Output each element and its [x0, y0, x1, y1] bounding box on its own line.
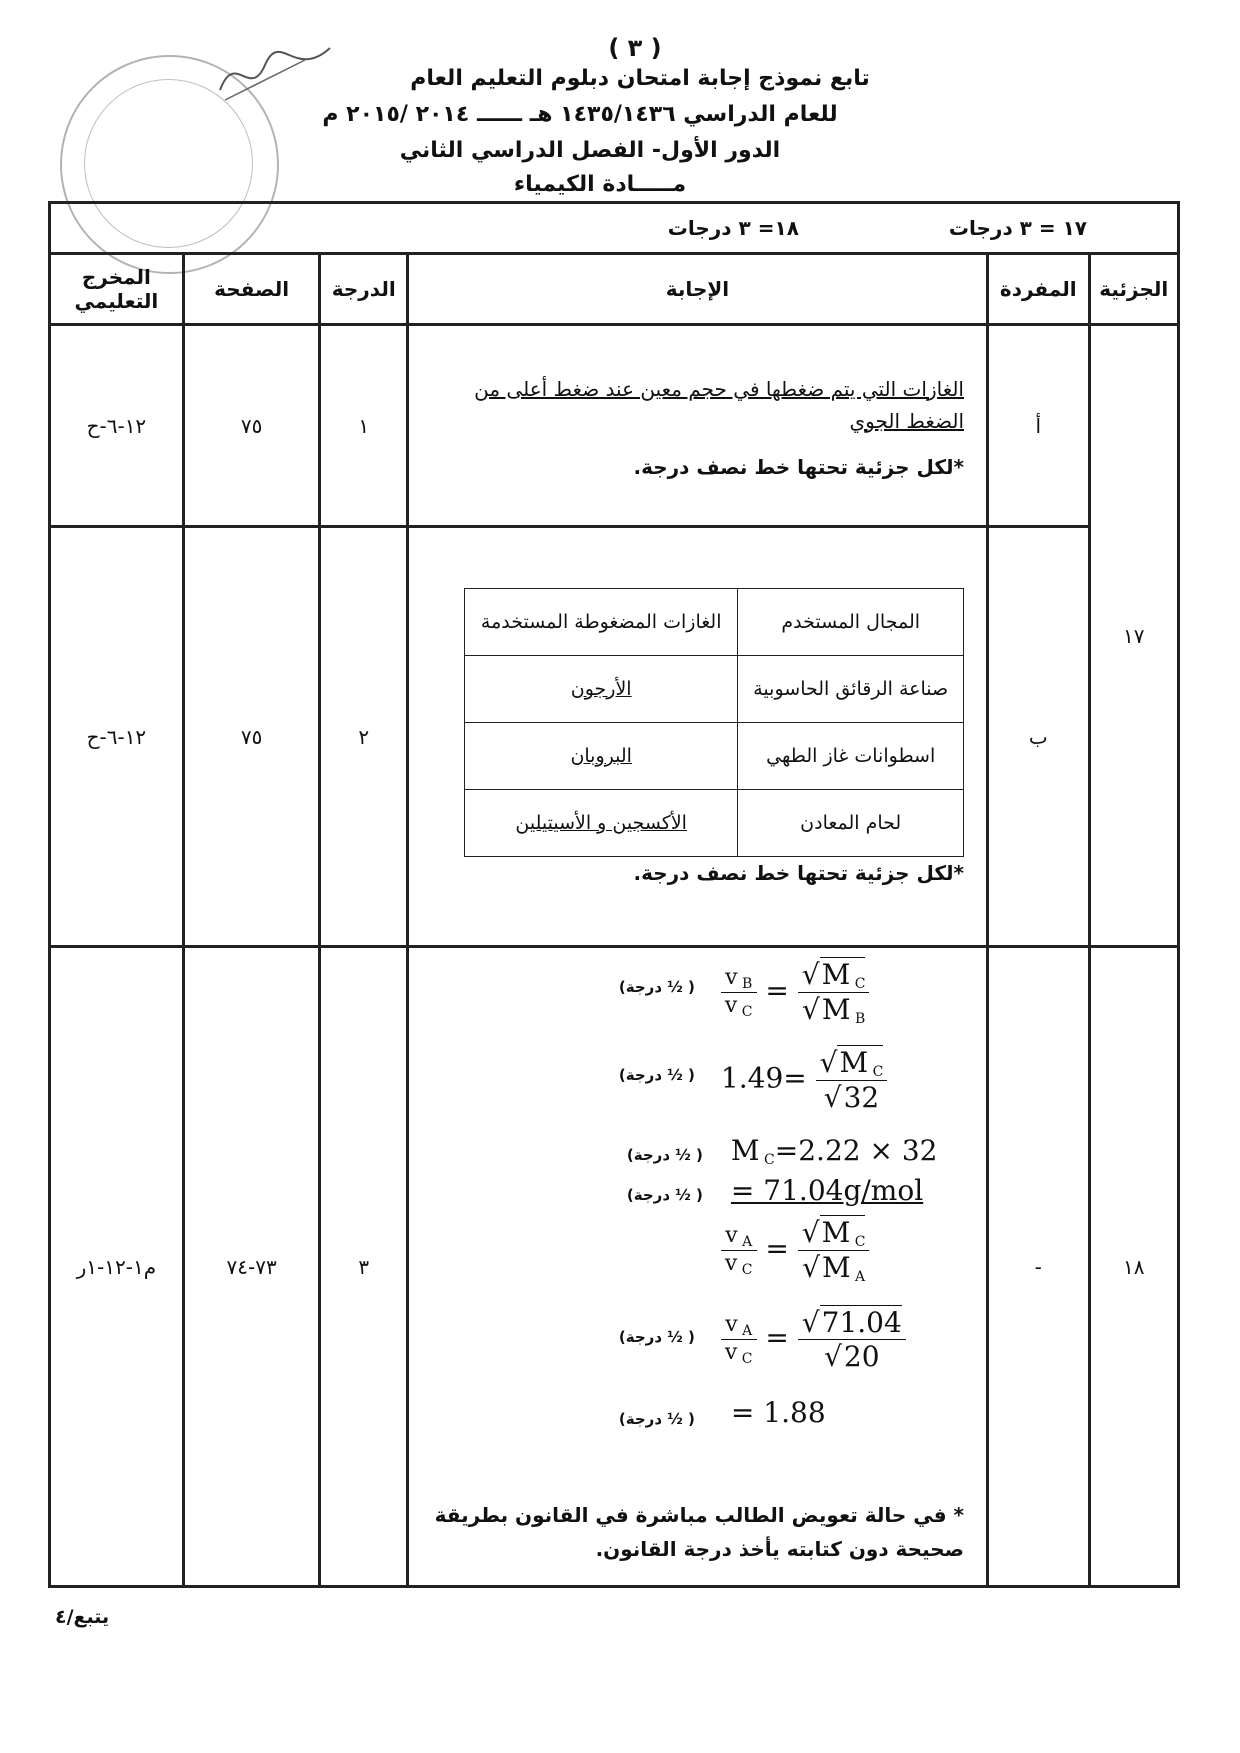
half-mark: ( ½ درجة)	[626, 1186, 703, 1204]
part-cell: ١٨	[1089, 947, 1178, 1587]
grade-cell: ٣	[320, 947, 407, 1587]
formula-final: = 1.88	[730, 1396, 826, 1429]
page-cell: ٧٣-٧٤	[183, 947, 320, 1587]
col-item: المفردة	[988, 254, 1090, 325]
formula-mass: M C=2.22 × 32	[730, 1134, 938, 1168]
sub-cell: اسطوانات غاز الطهي	[738, 723, 964, 790]
subject: مـــــادة الكيمياء	[513, 172, 687, 197]
formula-result-mass: = 71.04g/mol	[730, 1174, 924, 1207]
q18-marks: ١٨= ٣ درجات	[667, 216, 799, 240]
item-cell: ب	[988, 527, 1090, 947]
outcome-cell: ١٢-٦-ح	[50, 527, 184, 947]
outcome-cell: م١-١٢-١ر	[50, 947, 184, 1587]
formula-graham-a: $\frac{\text{v A}}{\text{v C}}$ = $\frac{\text{√M C}}{\text{√M A}}$	[721, 1216, 870, 1285]
half-mark: ( ½ درجة)	[618, 1066, 695, 1084]
half-mark: ( ½ درجة)	[618, 978, 695, 996]
sub-header: الغازات المضغوطة المستخدمة	[465, 589, 738, 656]
sub-header: المجال المستخدم	[738, 589, 964, 656]
academic-year: للعام الدراسي ١٤٣٥/١٤٣٦ هـ ــــــ ٢٠١٤ /٢٠١٥ م	[322, 102, 838, 127]
outcome-cell: ١٢-٦-ح	[50, 325, 184, 527]
answer-cell	[407, 325, 987, 527]
gases-table	[464, 588, 964, 857]
grade-cell: ٢	[320, 527, 407, 947]
page-cell: ٧٥	[183, 527, 320, 947]
answer-cell	[407, 947, 987, 1587]
half-mark: ( ½ درجة)	[626, 1146, 703, 1164]
table-row	[50, 947, 1179, 1587]
item-cell: -	[988, 947, 1090, 1587]
column-headers	[50, 254, 1179, 325]
continued-note: يتبع/٤	[55, 1606, 110, 1628]
q17-marks: ١٧ = ٣ درجات	[948, 216, 1087, 240]
half-mark: ( ½ درجة)	[618, 1328, 695, 1346]
formula-substitution-2: $\frac{\text{v A}}{\text{v C}}$ = $\frac{√71.04}{√20}$	[721, 1306, 906, 1373]
col-part: الجزئية	[1089, 254, 1178, 325]
item-cell: أ	[988, 325, 1090, 527]
answer-table	[48, 201, 1180, 1588]
doc-title: تابع نموذج إجابة امتحان دبلوم التعليم العام	[410, 66, 870, 91]
sub-cell: الأرجون	[465, 656, 738, 723]
note: *لكل جزئية تحتها خط نصف درجة.	[633, 861, 964, 885]
formula-block	[431, 958, 964, 1498]
sub-cell: لحام المعادن	[738, 790, 964, 857]
marks-row	[50, 203, 1179, 254]
sub-cell: الأكسجين و الأسيتيلين	[465, 790, 738, 857]
answer-text: الغازات التي يتم ضغطها في حجم معين عند ضغط أعلى من الضغط الجوي	[474, 376, 964, 433]
part-cell: ١٧	[1089, 325, 1178, 947]
note: *لكل جزئية تحتها خط نصف درجة.	[633, 454, 964, 479]
formula-graham-b: $\frac{\text{v B}}{\text{v C}}$ = $\frac{\text{√M C}}{\text{√M B}}$	[721, 958, 870, 1027]
sub-cell: صناعة الرقائق الحاسوبية	[738, 656, 964, 723]
note: * في حالة تعويض الطالب مباشرة في القانون بطريقة صحيحة دون كتابته يأخذ درجة القانون.	[434, 1503, 964, 1561]
answer-cell	[407, 527, 987, 947]
page-number: ( ٣ )	[608, 34, 662, 62]
table-row	[50, 325, 1179, 527]
col-outcome: المخرج التعليمي	[50, 254, 184, 325]
col-grade: الدرجة	[320, 254, 407, 325]
page-cell: ٧٥	[183, 325, 320, 527]
table-row	[50, 527, 1179, 947]
col-answer: الإجابة	[407, 254, 987, 325]
half-mark: ( ½ درجة)	[618, 1410, 695, 1428]
sub-cell: البروبان	[465, 723, 738, 790]
exam-round: الدور الأول- الفصل الدراسي الثاني	[399, 138, 781, 163]
col-page: الصفحة	[183, 254, 320, 325]
formula-substitution: 1.49= $\frac{\text{√M C}}{√32}$	[721, 1046, 887, 1114]
grade-cell: ١	[320, 325, 407, 527]
